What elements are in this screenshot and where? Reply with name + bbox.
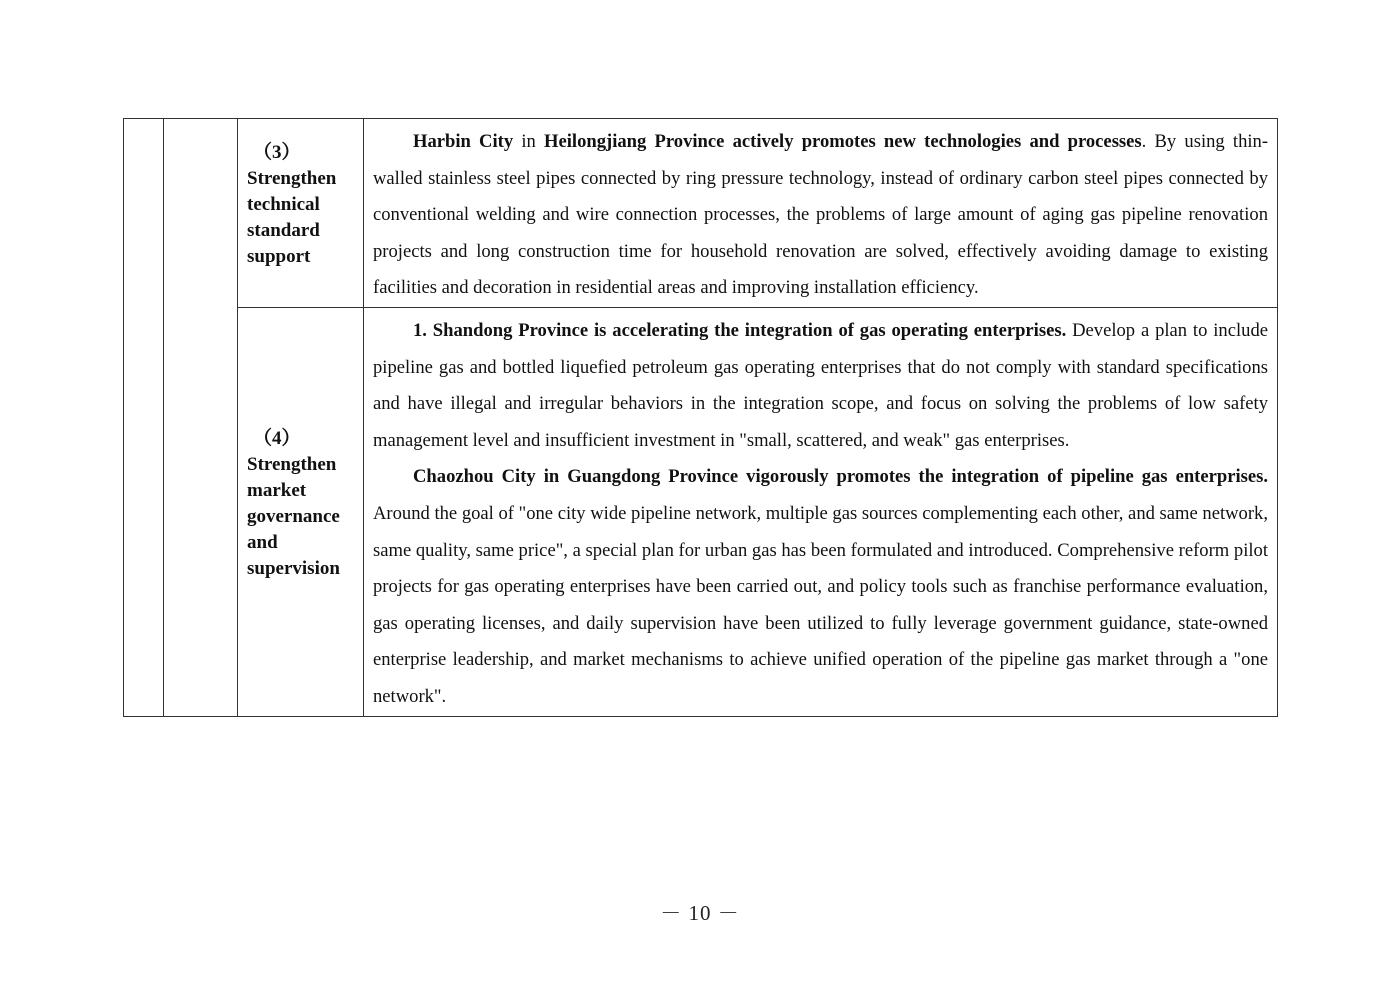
bold-text-segment: Heilongjiang Province actively promotes new technologies and processes xyxy=(544,131,1142,152)
bold-text-segment: Chaozhou City in Guangdong Province vigorously promotes the integration of pipeline gas enterprises. xyxy=(413,466,1268,488)
measure-content xyxy=(364,308,1277,716)
content-paragraph xyxy=(373,124,1268,307)
policy-measures-table xyxy=(123,118,1278,717)
content-paragraph xyxy=(373,459,1268,715)
bold-text-segment: Harbin City xyxy=(413,131,514,152)
bold-text-segment: 1. Shandong Province is accelerating the integration of gas operating enterprises. xyxy=(413,319,1067,341)
text-segment: Develop a plan to include pipeline gas and bottled liquefied petroleum gas operating enterprises that do not comply with standard specifications and have illegal and irregular behaviors in the integration scope, and focus on solving the problems of low safety management level and insufficient investment in "small, scattered, and weak" gas enterprises. xyxy=(373,319,1268,451)
empty-index-cell xyxy=(124,119,164,717)
measure-title: Strengthen technical standard support xyxy=(247,168,337,268)
measure-label-cell xyxy=(238,119,364,308)
table-row xyxy=(124,307,1278,716)
measure-number: （4） xyxy=(253,427,301,449)
measure-label xyxy=(238,426,363,582)
empty-category-cell xyxy=(164,119,238,717)
text-segment: . By using thin-walled stainless steel pipes connected by ring pressure technology, instead of ordinary carbon steel pipes connected by conventional welding and wire connection processes, the problems of large amount of aging gas pipeline renovation projects and long construction time for household renovation are solved, effectively avoiding damage to existing facilities and decoration in residential areas and improving installation efficiency. xyxy=(373,131,1269,299)
content-paragraph xyxy=(373,313,1268,459)
text-segment: Around the goal of "one city wide pipeline network, multiple gas sources complementing each other, and same network, same quality, same price", a special plan for urban gas has been formulated and introduced. Comprehensive reform pilot projects for gas operating enterprises have been carried out, and policy tools such as franchise performance evaluation, gas operating licenses, and daily supervision have been utilized to fully leverage government guidance, state-owned enterprise leadership, and market mechanisms to achieve unified operation of the pipeline gas market through a "one network". xyxy=(373,502,1268,707)
page-number: － 10 － xyxy=(660,901,740,925)
text-segment: in xyxy=(513,131,545,152)
measure-number: （3） xyxy=(253,142,301,164)
measure-content-cell xyxy=(364,119,1278,308)
measure-label-cell xyxy=(238,307,364,716)
measure-content xyxy=(364,119,1277,307)
measure-content-cell xyxy=(364,307,1278,716)
measure-title: Strengthen market governance and supervision xyxy=(247,453,340,579)
measure-label xyxy=(238,140,363,270)
table-row xyxy=(124,119,1278,308)
